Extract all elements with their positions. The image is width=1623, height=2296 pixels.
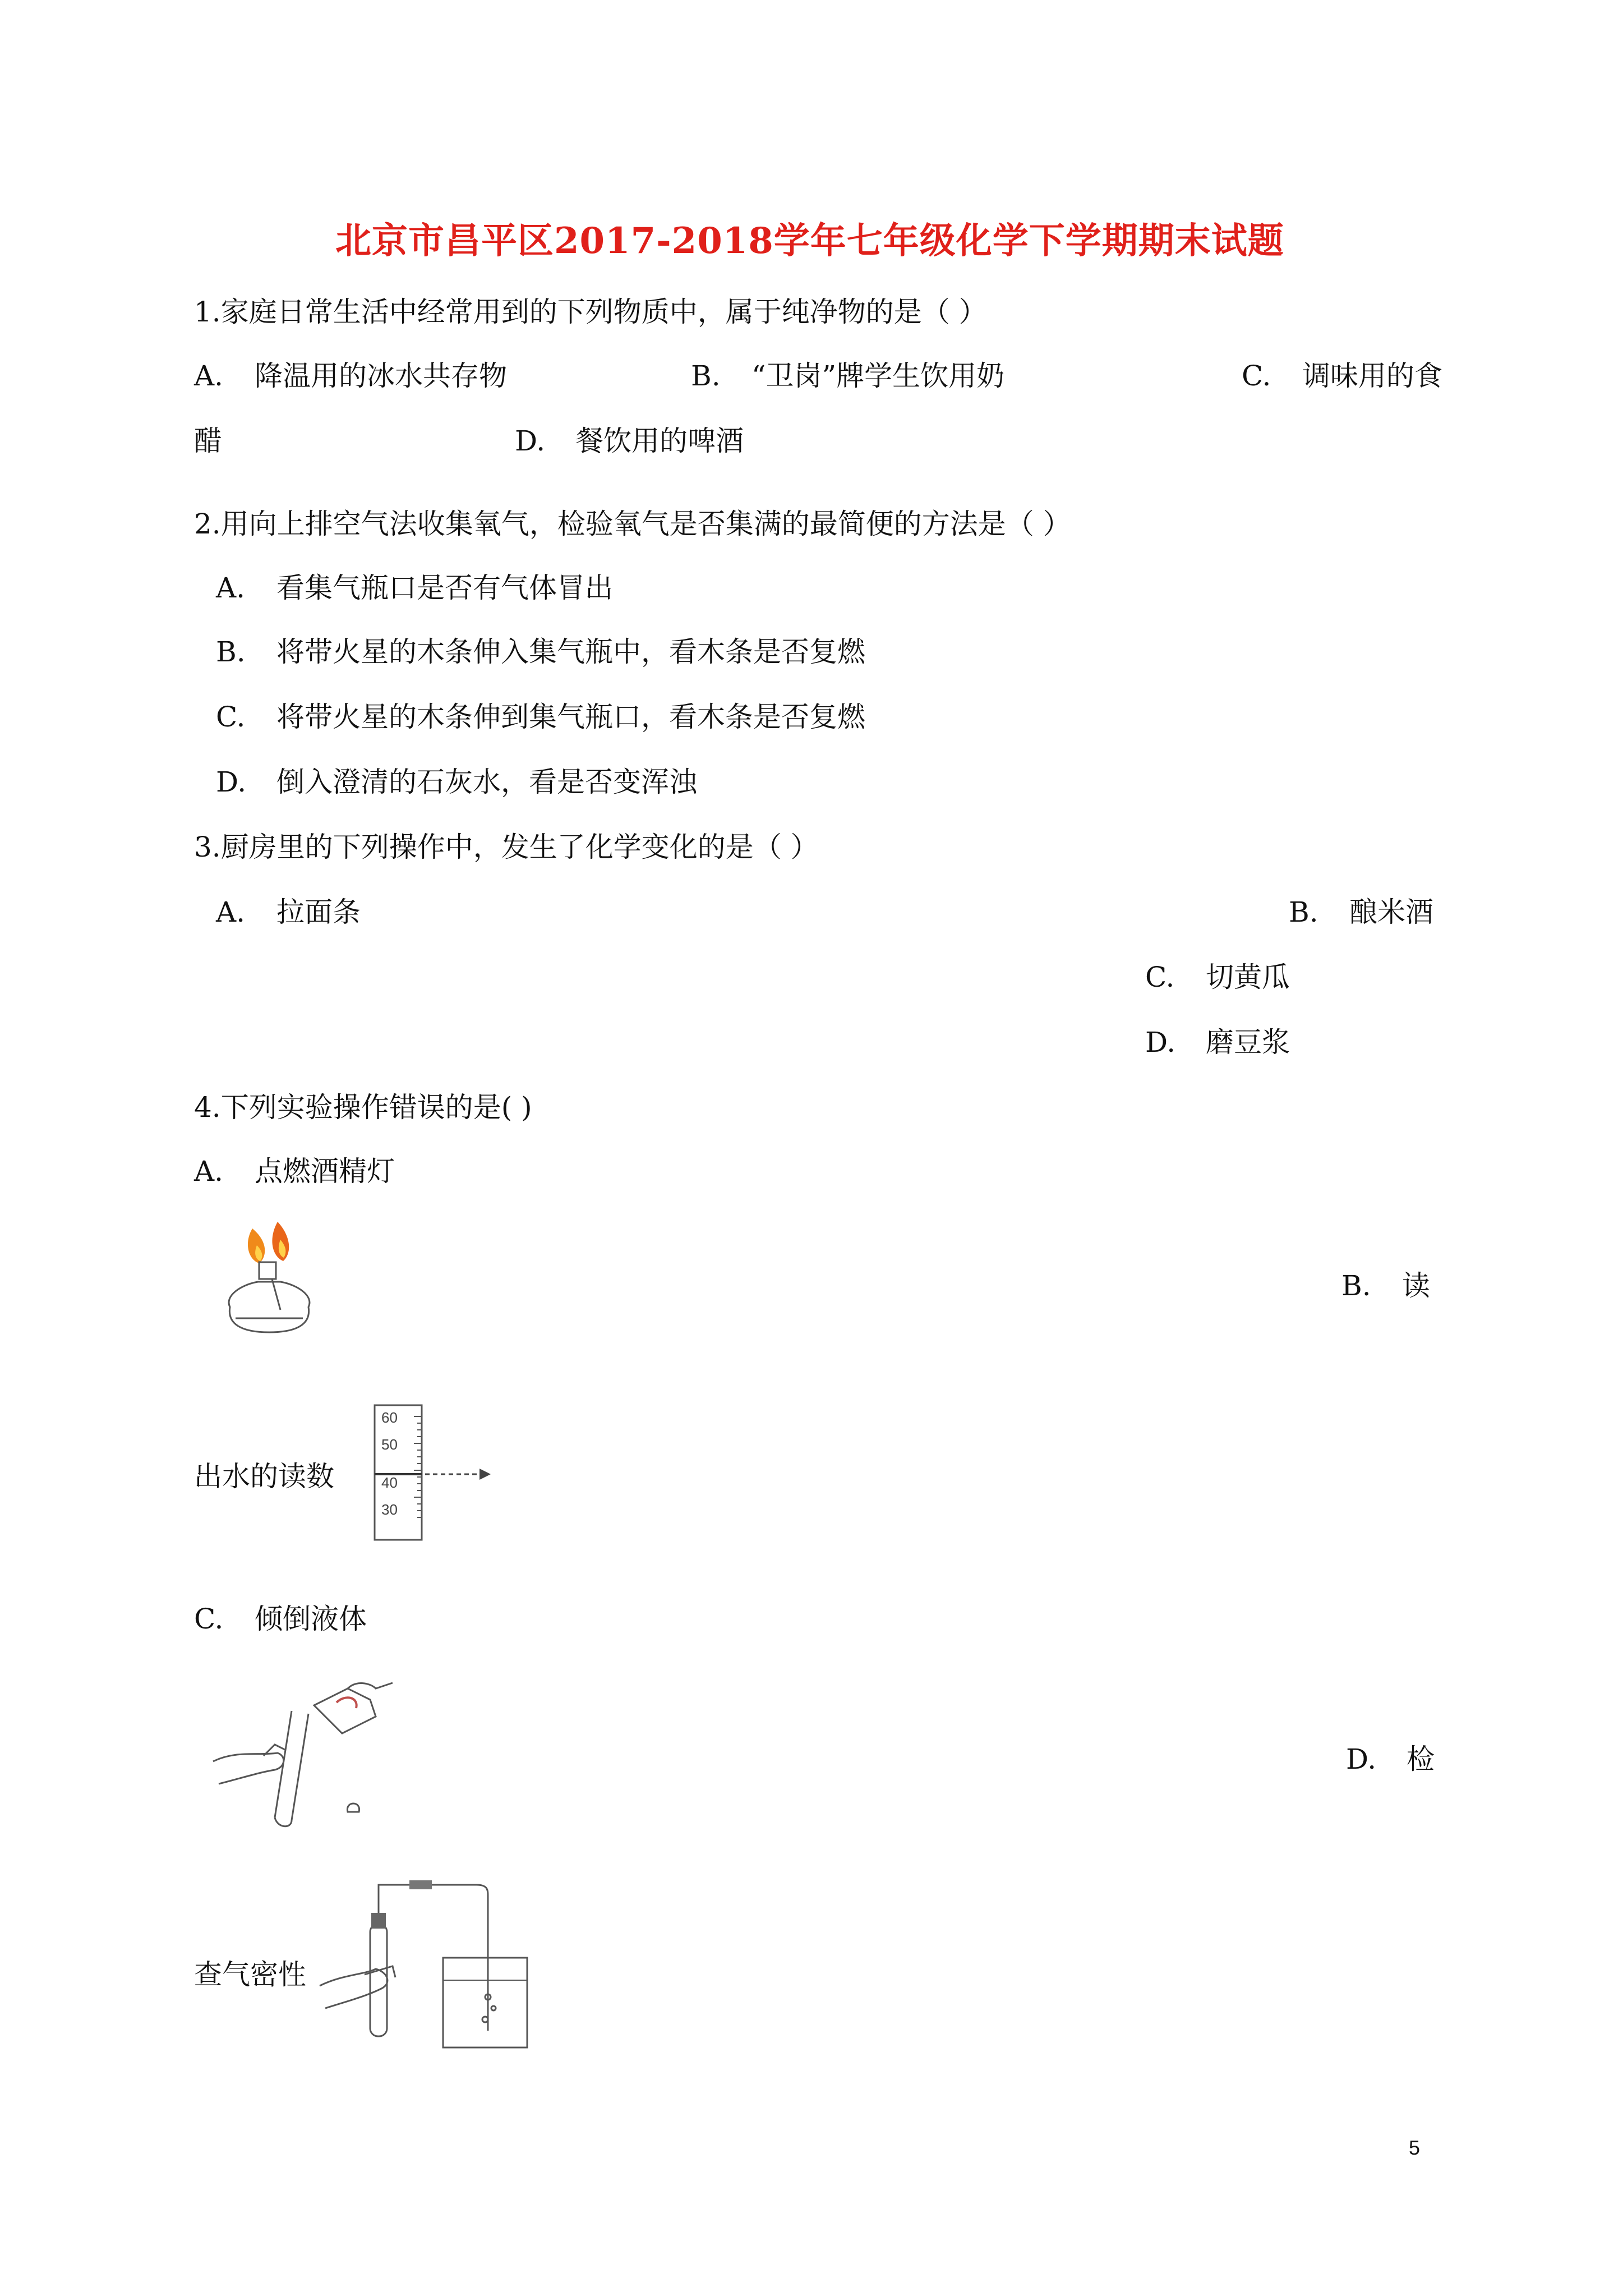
option-text: 读 <box>1402 1269 1430 1302</box>
question-2-option-d <box>216 765 697 799</box>
option-text: 点燃酒精灯 <box>255 1155 395 1188</box>
option-label: D. <box>1145 1026 1176 1059</box>
option-text: “卫岗”牌学生饮用奶 <box>751 360 1005 392</box>
option-text: 切黄瓜 <box>1206 961 1290 993</box>
question-1-option-d <box>515 424 744 458</box>
question-3-option-d <box>1145 1025 1290 1059</box>
question-4-stem: 4.下列实验操作错误的是( ) <box>194 1091 532 1124</box>
question-3-option-b <box>1289 895 1433 929</box>
cylinder-tick-label: 50 <box>381 1436 398 1453</box>
option-text: 酿米酒 <box>1349 896 1433 928</box>
option-label: D. <box>1346 1743 1377 1775</box>
option-label: B. <box>1341 1269 1371 1302</box>
question-1-option-b <box>691 359 1004 393</box>
question-4-option-c <box>194 1602 367 1636</box>
option-text: 将带火星的木条伸入集气瓶中，看木条是否复燃 <box>276 636 865 668</box>
option-text: 检 <box>1407 1743 1435 1775</box>
option-text: 将带火星的木条伸到集气瓶口，看木条是否复燃 <box>276 701 865 733</box>
option-label: B. <box>216 636 246 668</box>
question-2-stem: 2.用向上排空气法收集氧气，检验氧气是否集满的最简便的方法是（ ） <box>194 508 1071 540</box>
option-text: 调味用的食 <box>1302 360 1442 392</box>
question-1-option-a <box>194 359 507 393</box>
option-label: A. <box>216 896 246 928</box>
page-title: 北京市昌平区2017-2018学年七年级化学下学期期末试题 <box>335 220 1284 262</box>
option-text: 看集气瓶口是否有气体冒出 <box>276 572 613 604</box>
option-text: 拉面条 <box>276 896 361 928</box>
measuring-cylinder-figure <box>365 1402 499 1548</box>
question-3-stem: 3.厨房里的下列操作中，发生了化学变化的是（ ） <box>194 831 819 863</box>
airtightness-check-figure <box>320 1874 544 2053</box>
option-label: A. <box>194 360 224 392</box>
cylinder-tick-label: 30 <box>381 1501 398 1518</box>
option-text: 磨豆浆 <box>1206 1026 1290 1059</box>
question-4-option-b-continued: 出水的读数 <box>194 1460 334 1493</box>
question-2-option-c <box>216 700 865 734</box>
option-label: D. <box>515 425 546 457</box>
pouring-liquid-figure <box>208 1672 398 1834</box>
option-label: C. <box>1242 360 1271 392</box>
question-4-option-a <box>194 1154 395 1188</box>
option-label: B. <box>1289 896 1318 928</box>
option-text: 倒入澄清的石灰水，看是否变浑浊 <box>276 766 697 798</box>
question-1-option-c-continued: 醋 <box>194 425 222 457</box>
cylinder-tick-label: 40 <box>381 1474 398 1491</box>
question-4-option-b <box>1341 1269 1430 1303</box>
question-4-option-d <box>1346 1742 1435 1776</box>
page-number: 5 <box>1409 2136 1421 2159</box>
eye-icon <box>479 1469 491 1480</box>
option-text: 餐饮用的啤酒 <box>575 425 744 457</box>
question-3-option-a <box>216 895 361 929</box>
option-label: C. <box>1145 961 1175 993</box>
cylinder-tick-label: 60 <box>381 1409 398 1426</box>
question-2-option-b <box>216 635 865 669</box>
option-label: D. <box>216 766 247 798</box>
question-3-option-c <box>1145 960 1290 994</box>
option-text: 倾倒液体 <box>255 1603 367 1635</box>
option-label: A. <box>194 1155 224 1188</box>
option-label: C. <box>216 701 246 733</box>
question-1-option-c <box>1242 359 1442 393</box>
option-label: B. <box>691 360 721 392</box>
option-label: C. <box>194 1603 224 1635</box>
alcohol-lamp-figure <box>213 1212 325 1346</box>
question-2-option-a <box>216 571 613 605</box>
option-text: 降温用的冰水共存物 <box>255 360 507 392</box>
option-label: A. <box>216 572 246 604</box>
question-1-stem: 1.家庭日常生活中经常用到的下列物质中，属于纯净物的是（ ） <box>194 296 987 328</box>
question-4-option-d-continued: 查气密性 <box>194 1958 306 1991</box>
